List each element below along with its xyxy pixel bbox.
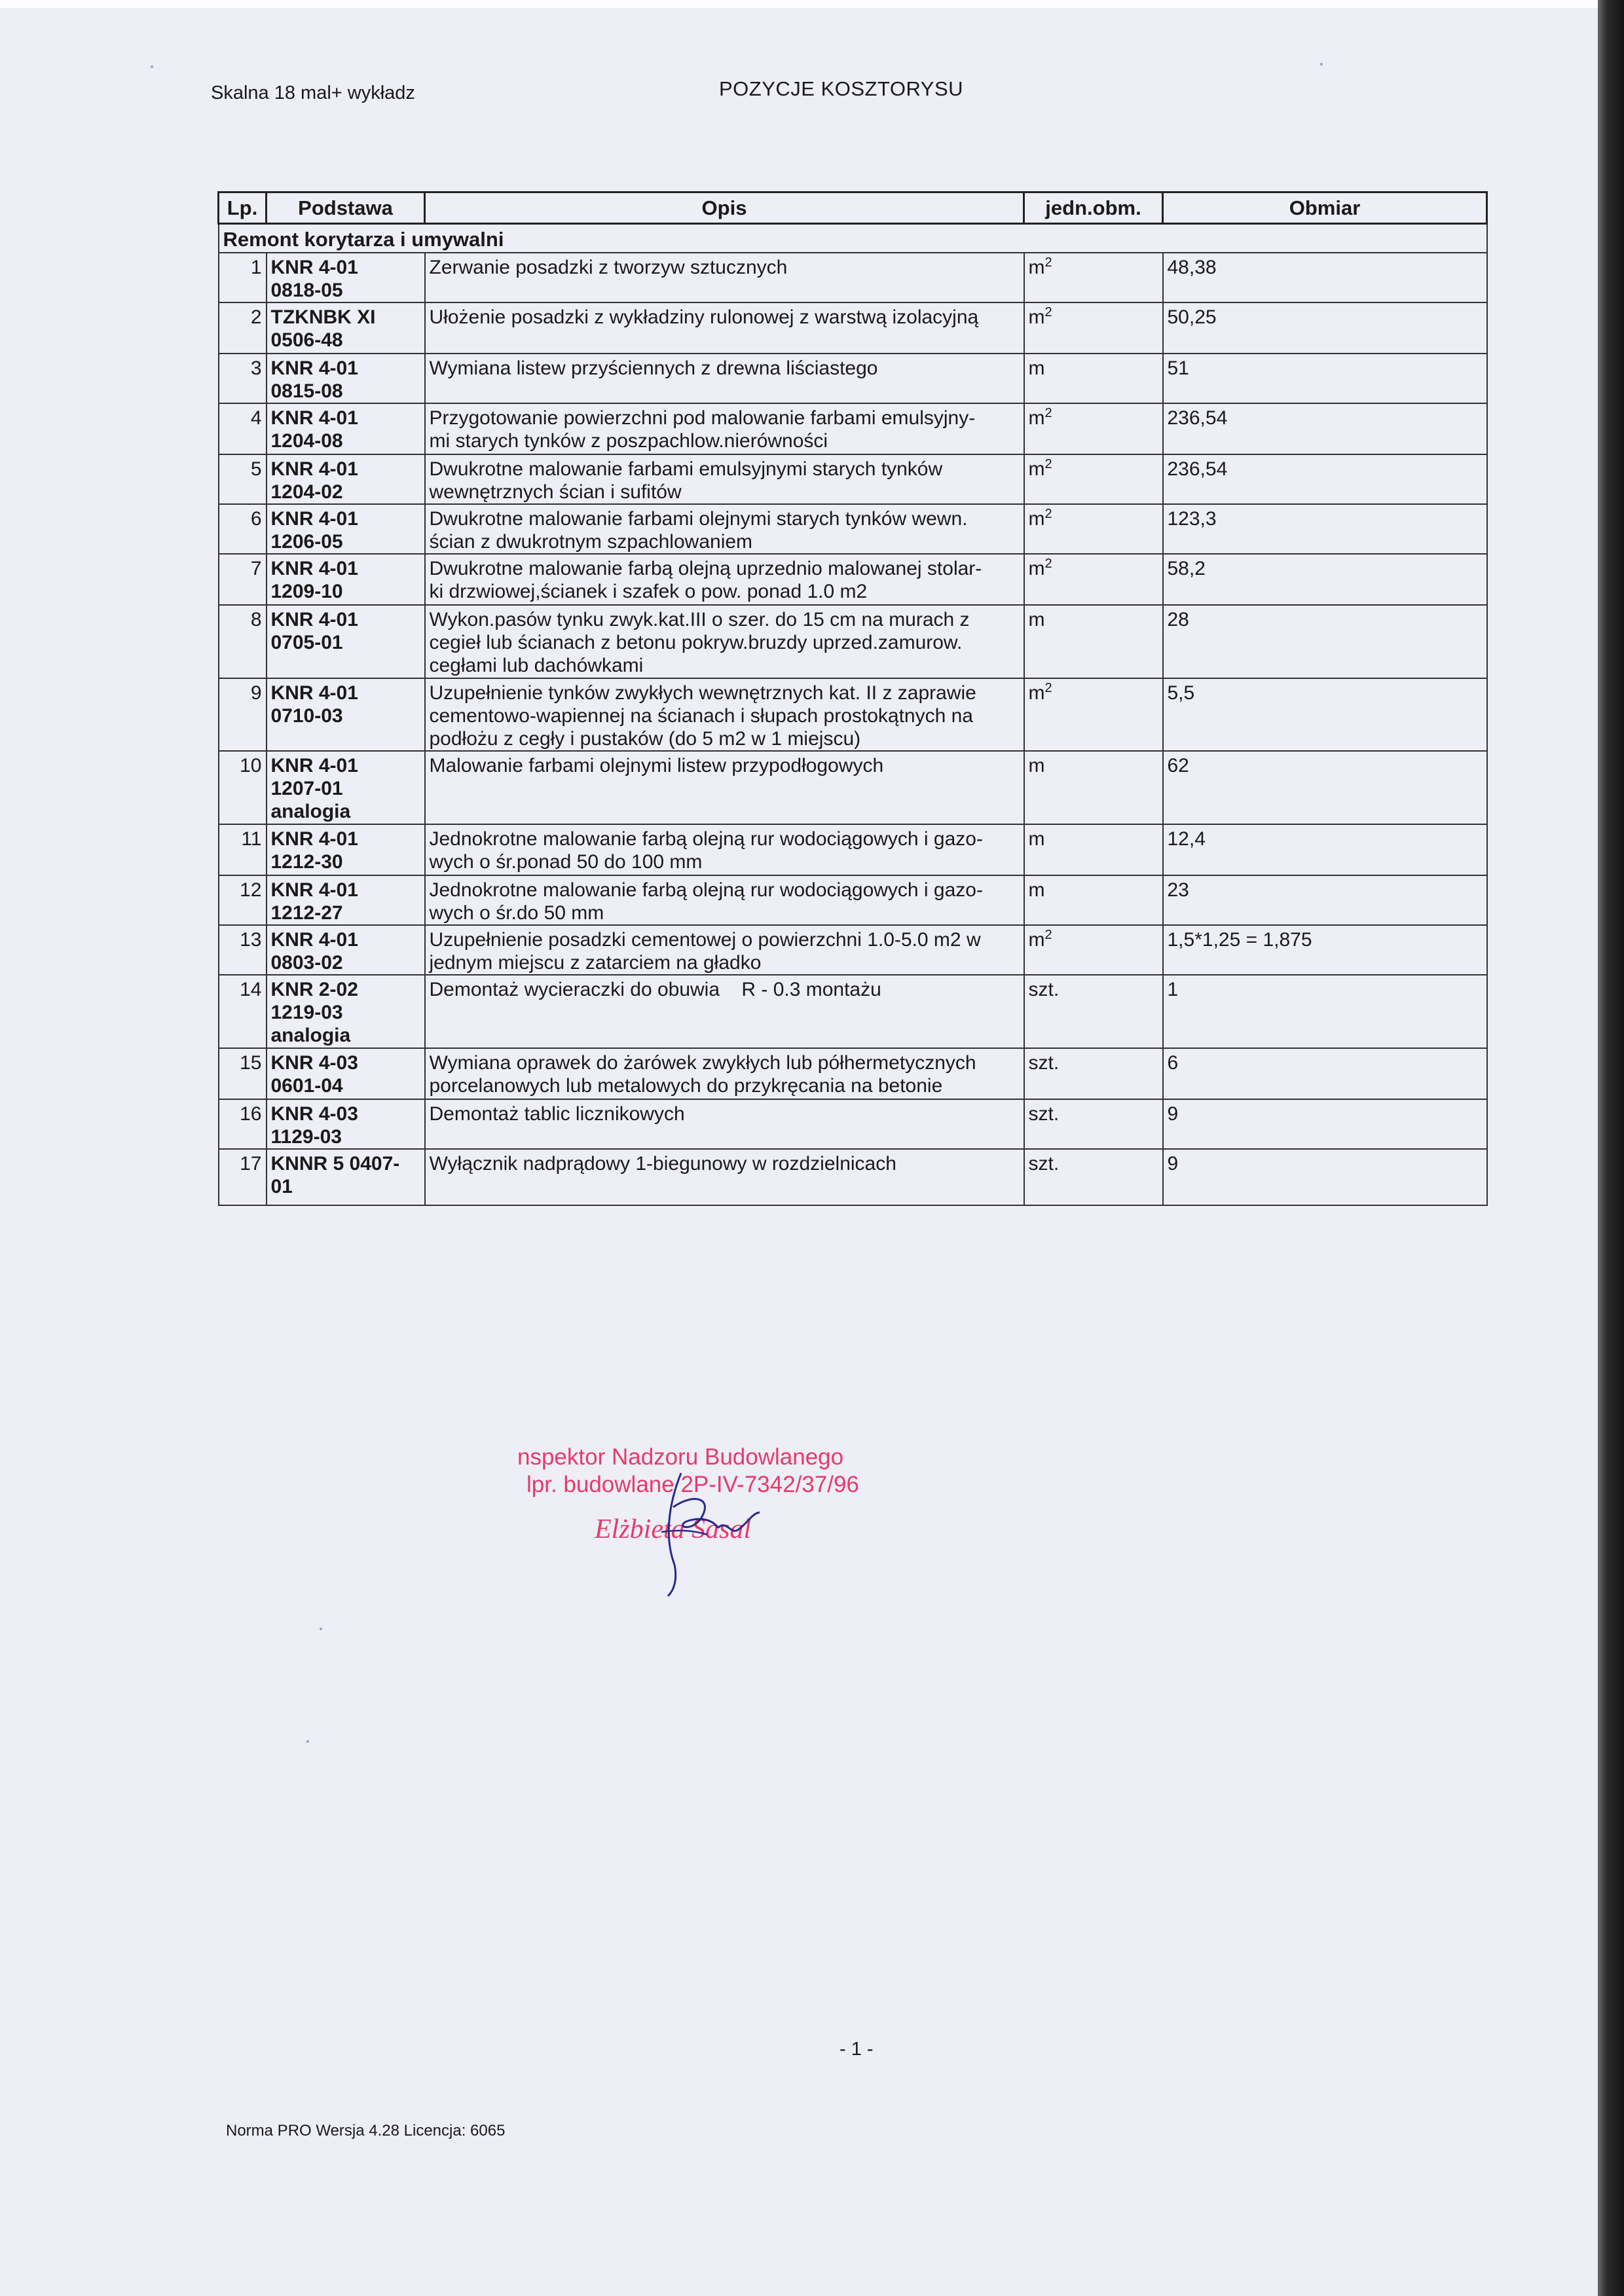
- row-number: 2: [219, 302, 267, 354]
- row-obmiar: 1: [1163, 975, 1487, 1048]
- row-obmiar: 23: [1163, 875, 1487, 925]
- row-opis: [425, 504, 1024, 554]
- podstawa-line: 1206-05: [270, 531, 343, 553]
- table-row: [219, 925, 1487, 975]
- row-number: 1: [219, 253, 267, 302]
- podstawa-line: 1204-08: [270, 430, 343, 452]
- row-opis: [425, 1099, 1024, 1149]
- unit-exponent: 2: [1044, 406, 1052, 420]
- podstawa-line: KNR 4-03: [270, 1103, 358, 1125]
- opis-line: cementowo-wapiennej na ścianach i słupach prostokątnych na: [429, 705, 973, 727]
- table-row: [219, 1099, 1487, 1149]
- podstawa-line: 1207-01: [270, 778, 343, 799]
- table-row: [219, 875, 1487, 925]
- row-opis: [425, 875, 1024, 925]
- row-podstawa: [267, 253, 425, 302]
- row-podstawa: [267, 1149, 425, 1205]
- row-number: 16: [219, 1099, 267, 1149]
- scan-speck: [306, 1740, 309, 1743]
- table-row: [219, 751, 1487, 824]
- podstawa-line: 0815-08: [270, 380, 343, 402]
- table-row: [219, 253, 1487, 302]
- row-number: 8: [219, 605, 267, 678]
- row-opis: [425, 925, 1024, 975]
- opis-line: cegieł lub ścianach z betonu pokryw.bruzdy uprzed.zamurow.: [429, 632, 963, 653]
- row-unit: [1024, 1099, 1163, 1149]
- podstawa-line: KNR 4-01: [270, 609, 358, 630]
- row-opis: [425, 1149, 1024, 1205]
- row-obmiar: 1,5*1,25 = 1,875: [1163, 925, 1487, 975]
- row-number: 13: [219, 925, 267, 975]
- row-podstawa: [267, 504, 425, 554]
- unit-label: szt.: [1028, 1052, 1060, 1074]
- row-podstawa: [267, 1048, 425, 1099]
- unit-label: m: [1028, 682, 1045, 704]
- row-unit: [1024, 354, 1163, 403]
- row-number: 14: [219, 975, 267, 1048]
- unit-exponent: 2: [1044, 305, 1052, 319]
- row-opis: [425, 605, 1024, 678]
- stamp-line-1: nspektor Nadzoru Budowlanego: [517, 1444, 844, 1470]
- podstawa-line: 1212-27: [270, 902, 343, 924]
- opis-line: Dwukrotne malowanie farbą olejną uprzednio malowanej stolar-: [429, 558, 982, 579]
- unit-label: szt.: [1028, 1103, 1060, 1125]
- row-number: 17: [219, 1149, 267, 1205]
- podstawa-line: analogia: [270, 801, 351, 822]
- row-obmiar: 50,25: [1163, 302, 1487, 354]
- opis-line: jednym miejscu z zatarciem na gładko: [429, 952, 762, 974]
- podstawa-line: KNR 4-01: [270, 458, 358, 480]
- table-row: [219, 504, 1487, 554]
- row-obmiar: 12,4: [1163, 824, 1487, 875]
- row-obmiar: 28: [1163, 605, 1487, 678]
- podstawa-line: 0705-01: [270, 632, 343, 653]
- unit-exponent: 2: [1044, 556, 1052, 571]
- podstawa-line: 1209-10: [270, 581, 343, 602]
- table-row: [219, 403, 1487, 454]
- table-row: [219, 605, 1487, 678]
- opis-line: Jednokrotne malowanie farbą olejną rur wodociągowych i gazo-: [429, 828, 983, 850]
- row-number: 9: [219, 678, 267, 751]
- row-podstawa: [267, 1099, 425, 1149]
- podstawa-line: KNR 4-01: [270, 828, 358, 850]
- podstawa-line: KNR 4-01: [270, 558, 358, 579]
- table-row: [219, 678, 1487, 751]
- row-number: 5: [219, 454, 267, 504]
- opis-line: Jednokrotne malowanie farbą olejną rur wodociągowych i gazo-: [429, 879, 983, 901]
- row-unit: [1024, 875, 1163, 925]
- row-number: 7: [219, 554, 267, 605]
- row-unit: [1024, 504, 1163, 554]
- opis-line: podłożu z cegły i pustaków (do 5 m2 w 1 miejscu): [429, 728, 861, 750]
- row-number: 6: [219, 504, 267, 554]
- row-podstawa: [267, 925, 425, 975]
- podstawa-line: 1212-30: [270, 851, 343, 873]
- podstawa-line: TZKNBK XI: [270, 306, 376, 328]
- unit-label: m: [1028, 609, 1045, 630]
- row-opis: [425, 824, 1024, 875]
- podstawa-line: 0803-02: [270, 952, 343, 974]
- unit-label: m: [1028, 558, 1045, 579]
- opis-line: Przygotowanie powierzchni pod malowanie farbami emulsyjny-: [429, 407, 976, 429]
- row-podstawa: [267, 403, 425, 454]
- row-unit: [1024, 975, 1163, 1048]
- opis-line: Uzupełnienie posadzki cementowej o powierzchni 1.0-5.0 m2 w: [429, 929, 981, 951]
- podstawa-line: KNR 4-01: [270, 929, 358, 951]
- opis-line: Wykon.pasów tynku zwyk.kat.III o szer. do 15 cm na murach z: [429, 609, 970, 630]
- section-row: [219, 224, 1487, 253]
- podstawa-line: 0710-03: [270, 705, 343, 727]
- table-row: [219, 554, 1487, 605]
- podstawa-line: KNR 2-02: [270, 979, 358, 1000]
- row-opis: [425, 1048, 1024, 1099]
- podstawa-line: KNR 4-01: [270, 682, 358, 704]
- row-number: 11: [219, 824, 267, 875]
- row-podstawa: [267, 302, 425, 354]
- unit-exponent: 2: [1044, 507, 1052, 521]
- podstawa-line: 1219-03: [270, 1002, 343, 1023]
- row-obmiar: 62: [1163, 751, 1487, 824]
- column-header-podstawa: Podstawa: [267, 192, 425, 224]
- row-unit: [1024, 678, 1163, 751]
- row-unit: [1024, 1149, 1163, 1205]
- opis-line: Ułożenie posadzki z wykładziny rulonowej z warstwą izolacyjną: [429, 306, 979, 328]
- handwritten-signature: [602, 1467, 838, 1597]
- opis-line: porcelanowych lub metalowych do przykręcania na betonie: [429, 1075, 943, 1097]
- row-opis: [425, 354, 1024, 403]
- table-row: [219, 1048, 1487, 1099]
- row-number: 12: [219, 875, 267, 925]
- podstawa-line: 0601-04: [270, 1075, 343, 1097]
- row-podstawa: [267, 454, 425, 504]
- table-row: [219, 824, 1487, 875]
- unit-exponent: 2: [1044, 928, 1052, 942]
- row-opis: [425, 454, 1024, 504]
- row-number: 4: [219, 403, 267, 454]
- software-footer: Norma PRO Wersja 4.28 Licencja: 6065: [226, 2122, 506, 2140]
- opis-line: mi starych tynków z poszpachlow.nierówności: [429, 430, 828, 452]
- row-unit: [1024, 925, 1163, 975]
- section-title: Remont korytarza i umywalni: [219, 224, 1487, 253]
- unit-label: m: [1028, 755, 1045, 776]
- row-opis: [425, 975, 1024, 1048]
- row-unit: [1024, 605, 1163, 678]
- podstawa-line: KNNR 5 0407-: [270, 1153, 400, 1175]
- podstawa-line: 0818-05: [270, 280, 343, 301]
- row-obmiar: 6: [1163, 1048, 1487, 1099]
- opis-line: Dwukrotne malowanie farbami olejnymi starych tynków wewn.: [429, 508, 968, 530]
- podstawa-line: analogia: [270, 1025, 351, 1046]
- row-obmiar: 9: [1163, 1149, 1487, 1205]
- row-obmiar: 236,54: [1163, 403, 1487, 454]
- opis-line: wewnętrznych ścian i sufitów: [429, 481, 682, 503]
- podstawa-line: KNR 4-01: [270, 879, 358, 901]
- page-number: - 1 -: [840, 2039, 874, 2060]
- cost-estimate-table: [217, 191, 1488, 1206]
- podstawa-line: KNR 4-01: [270, 755, 358, 776]
- podstawa-line: KNR 4-01: [270, 357, 358, 379]
- scan-speck: [320, 1628, 322, 1630]
- unit-label: szt.: [1028, 1153, 1060, 1175]
- opis-line: ścian z dwukrotnym szpachlowaniem: [429, 531, 753, 553]
- row-obmiar: 5,5: [1163, 678, 1487, 751]
- podstawa-line: 0506-48: [270, 329, 343, 351]
- stamp-line-2: lpr. budowlane 2P-IV-7342/37/96: [526, 1472, 859, 1497]
- row-podstawa: [267, 554, 425, 605]
- unit-label: m: [1028, 929, 1045, 951]
- row-podstawa: [267, 975, 425, 1048]
- unit-exponent: 2: [1044, 681, 1052, 695]
- row-podstawa: [267, 824, 425, 875]
- unit-exponent: 2: [1044, 457, 1052, 471]
- podstawa-line: KNR 4-01: [270, 508, 358, 530]
- opis-line: Dwukrotne malowanie farbami emulsyjnymi starych tynków: [429, 458, 943, 480]
- podstawa-line: KNR 4-01: [270, 257, 358, 278]
- opis-line: Uzupełnienie tynków zwykłych wewnętrznych kat. II z zaprawie: [429, 682, 976, 704]
- opis-line: cegłami lub dachówkami: [429, 655, 644, 676]
- row-unit: [1024, 554, 1163, 605]
- row-opis: [425, 403, 1024, 454]
- opis-line: wych o śr.ponad 50 do 100 mm: [429, 851, 703, 873]
- podstawa-line: 01: [270, 1176, 293, 1197]
- opis-line: Wymiana oprawek do żarówek zwykłych lub półhermetycznych: [429, 1052, 976, 1074]
- row-obmiar: 48,38: [1163, 253, 1487, 302]
- unit-label: m: [1028, 458, 1045, 480]
- opis-line: wych o śr.do 50 mm: [429, 902, 604, 924]
- row-unit: [1024, 751, 1163, 824]
- row-obmiar: 236,54: [1163, 454, 1487, 504]
- unit-label: m: [1028, 508, 1045, 530]
- podstawa-line: 1204-02: [270, 481, 343, 503]
- row-podstawa: [267, 751, 425, 824]
- row-obmiar: 9: [1163, 1099, 1487, 1149]
- table-row: [219, 454, 1487, 504]
- row-opis: [425, 751, 1024, 824]
- unit-label: m: [1028, 357, 1045, 379]
- unit-label: m: [1028, 306, 1045, 328]
- project-name: Skalna 18 mal+ wykładz: [211, 82, 415, 103]
- column-header-obmiar: Obmiar: [1163, 192, 1487, 224]
- opis-line: Malowanie farbami olejnymi listew przypodłogowych: [429, 755, 884, 776]
- row-number: 15: [219, 1048, 267, 1099]
- row-opis: [425, 678, 1024, 751]
- row-unit: [1024, 403, 1163, 454]
- document-title: POZYCJE KOSZTORYSU: [719, 77, 964, 100]
- row-unit: [1024, 1048, 1163, 1099]
- unit-exponent: 2: [1044, 255, 1052, 270]
- unit-label: m: [1028, 828, 1045, 850]
- podstawa-line: 1129-03: [270, 1126, 342, 1148]
- row-unit: [1024, 253, 1163, 302]
- row-number: 3: [219, 354, 267, 403]
- opis-line: ki drzwiowej,ścianek i szafek o pow. ponad 1.0 m2: [429, 581, 868, 602]
- table-row: [219, 1149, 1487, 1205]
- row-podstawa: [267, 354, 425, 403]
- unit-label: m: [1028, 407, 1045, 429]
- opis-line: Wymiana listew przyściennych z drewna liściastego: [429, 357, 878, 379]
- podstawa-line: KNR 4-01: [270, 407, 358, 429]
- podstawa-line: KNR 4-03: [270, 1052, 358, 1074]
- column-header-lp: Lp.: [219, 192, 267, 224]
- row-podstawa: [267, 678, 425, 751]
- row-opis: [425, 554, 1024, 605]
- unit-label: szt.: [1028, 979, 1060, 1000]
- opis-line: Wyłącznik nadprądowy 1-biegunowy w rozdzielnicach: [429, 1153, 896, 1175]
- row-podstawa: [267, 605, 425, 678]
- table-header-row: [219, 192, 1487, 224]
- table-row: [219, 354, 1487, 403]
- row-podstawa: [267, 875, 425, 925]
- table-row: [219, 975, 1487, 1048]
- column-header-opis: Opis: [425, 192, 1024, 224]
- unit-label: m: [1028, 879, 1045, 901]
- row-opis: [425, 302, 1024, 354]
- scan-speck: [1320, 63, 1323, 65]
- row-unit: [1024, 454, 1163, 504]
- opis-line: Zerwanie posadzki z tworzyw sztucznych: [429, 257, 788, 278]
- opis-line: Demontaż wycieraczki do obuwia R - 0.3 montażu: [429, 979, 881, 1000]
- row-obmiar: 51: [1163, 354, 1487, 403]
- row-obmiar: 58,2: [1163, 554, 1487, 605]
- row-unit: [1024, 302, 1163, 354]
- column-header-unit: jedn.obm.: [1024, 192, 1163, 224]
- stamp-name: Elżbieta Sasal: [595, 1514, 752, 1544]
- table-row: [219, 302, 1487, 354]
- row-unit: [1024, 824, 1163, 875]
- row-opis: [425, 253, 1024, 302]
- row-obmiar: 123,3: [1163, 504, 1487, 554]
- row-number: 10: [219, 751, 267, 824]
- opis-line: Demontaż tablic licznikowych: [429, 1103, 685, 1125]
- unit-label: m: [1028, 257, 1045, 278]
- scan-speck: [151, 65, 153, 68]
